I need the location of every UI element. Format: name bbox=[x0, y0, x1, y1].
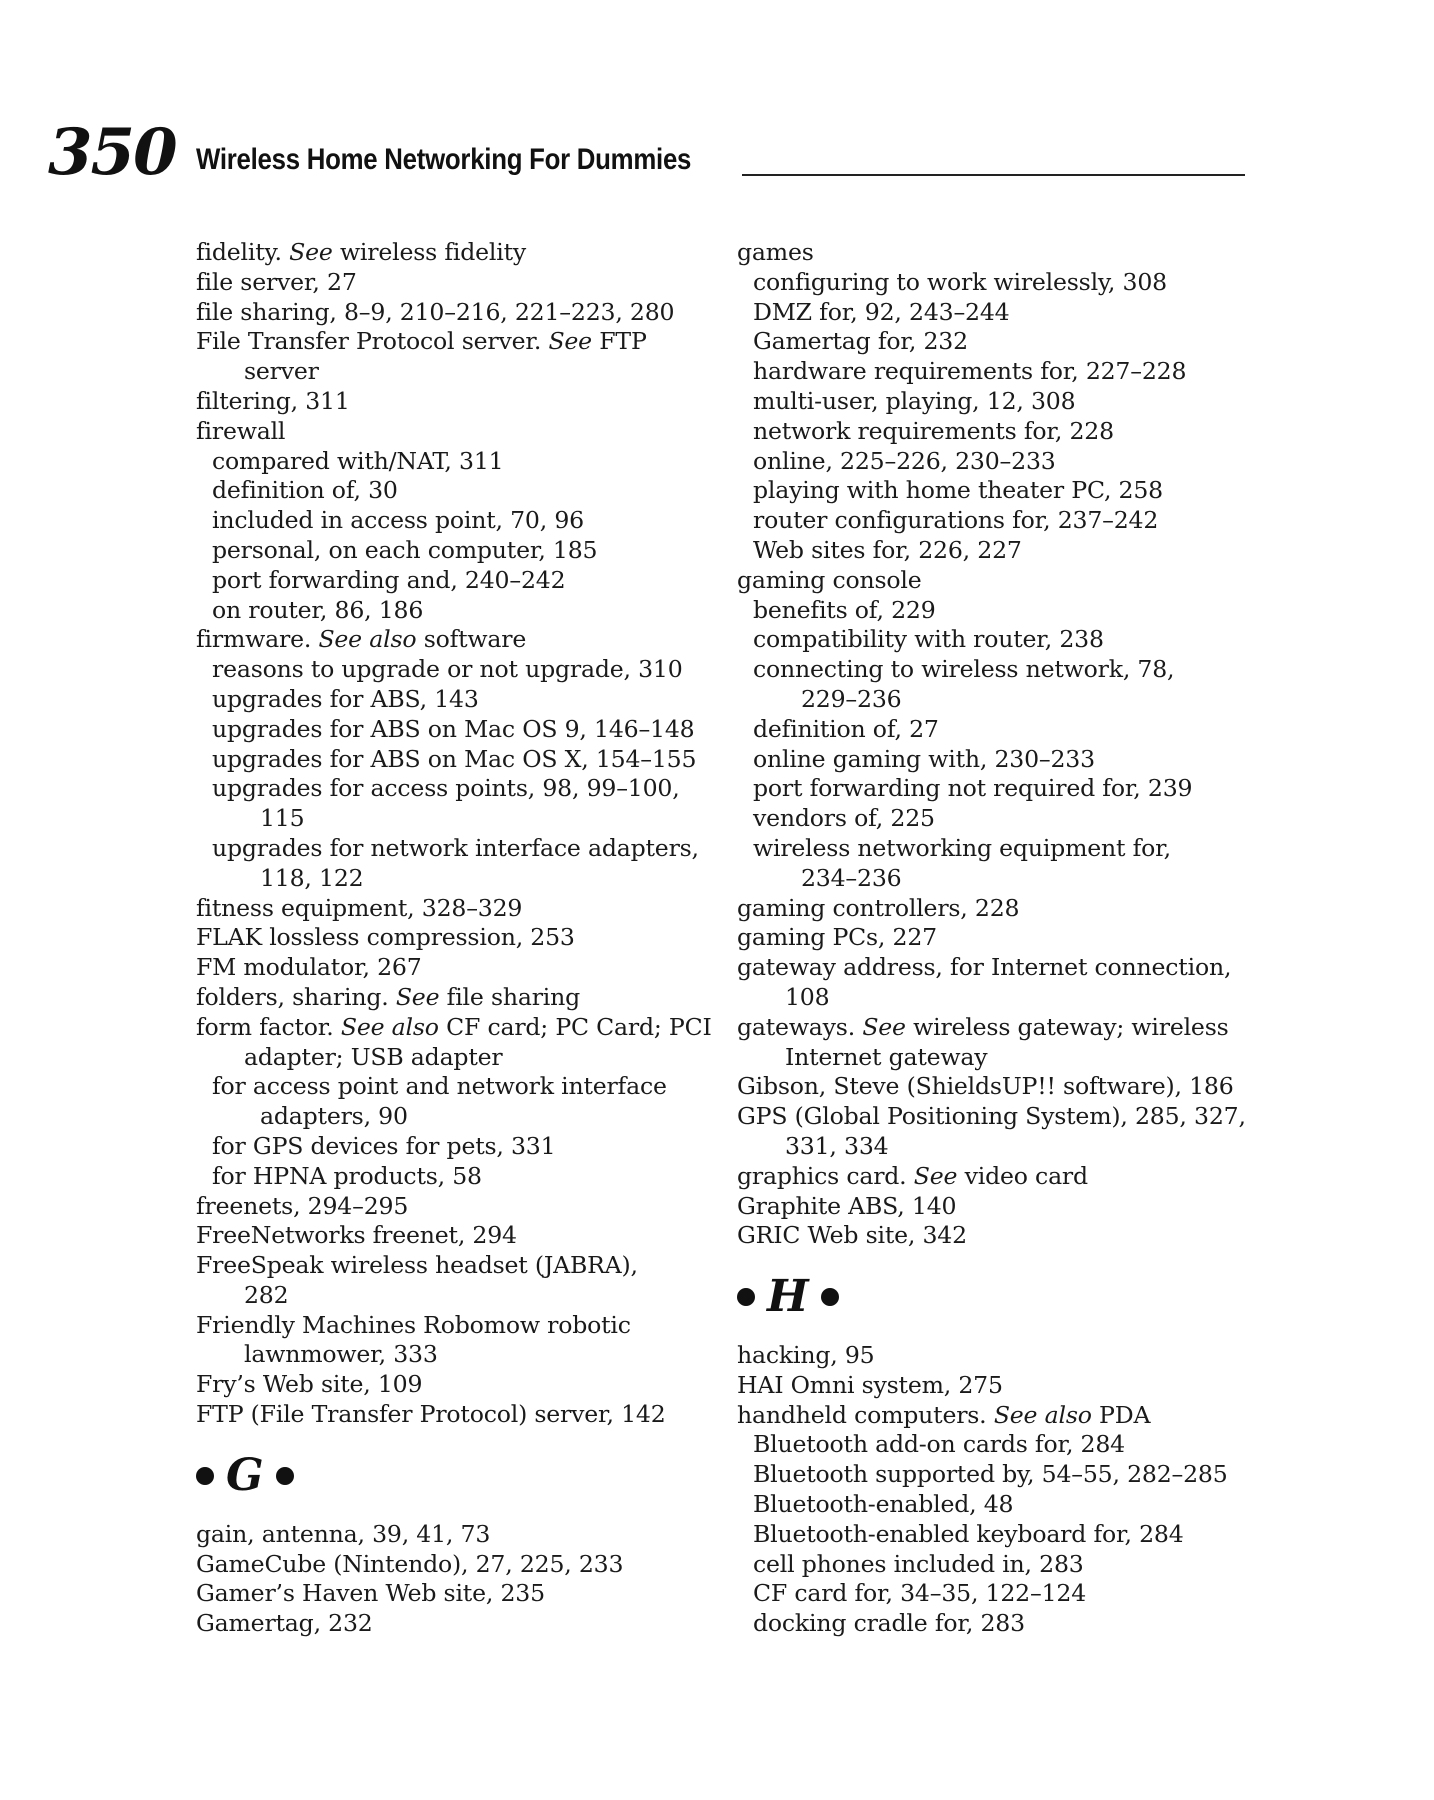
entry-continuation: lawnmower, 333 bbox=[244, 1340, 438, 1369]
index-entry bbox=[737, 923, 1297, 953]
index-subentry bbox=[196, 685, 756, 715]
entry-text: CF card for, 34–35, 122–124 bbox=[753, 1579, 1087, 1608]
entry-text: games bbox=[737, 238, 814, 266]
entry-text: form factor. bbox=[196, 1012, 334, 1041]
entry-continuation: 108 bbox=[785, 982, 830, 1011]
entry-text: gateways. bbox=[737, 1012, 856, 1041]
index-entry bbox=[196, 1520, 756, 1550]
section-heading-h bbox=[737, 1267, 1297, 1327]
bullet-dot-icon bbox=[821, 1288, 839, 1306]
index-subentry bbox=[737, 476, 1297, 506]
entry-text: personal, on each computer, 185 bbox=[212, 535, 598, 564]
entry-text: Gibson, Steve (ShieldsUP!! software), 186 bbox=[737, 1072, 1234, 1101]
entry-continuation: Internet gateway bbox=[785, 1042, 988, 1071]
entry-text: file server, 27 bbox=[196, 267, 357, 296]
index-entry bbox=[196, 238, 756, 268]
index-entry bbox=[737, 238, 1297, 268]
entry-text: FTP (File Transfer Protocol) server, 142 bbox=[196, 1400, 666, 1429]
entry-text: compatibility with router, 238 bbox=[753, 625, 1104, 654]
index-subentry bbox=[737, 655, 1297, 715]
entry-text: on router, 86, 186 bbox=[212, 595, 424, 624]
reference-target: CF card; PC Card; PCI bbox=[446, 1012, 712, 1041]
index-entry bbox=[737, 1013, 1297, 1073]
index-entry bbox=[196, 923, 756, 953]
entry-text: File Transfer Protocol server. bbox=[196, 327, 542, 356]
index-entry bbox=[196, 1400, 756, 1430]
index-entry bbox=[737, 1221, 1297, 1251]
entry-text: FM modulator, 267 bbox=[196, 953, 422, 982]
reference-target: PDA bbox=[1099, 1400, 1151, 1429]
index-subentry bbox=[737, 268, 1297, 298]
entry-text: upgrades for network interface adapters, bbox=[212, 833, 699, 862]
index-subentry bbox=[737, 804, 1297, 834]
header-rule bbox=[742, 174, 1245, 176]
entry-continuation: 229–236 bbox=[801, 684, 902, 713]
index-subentry bbox=[737, 1520, 1297, 1550]
index-entry bbox=[196, 953, 756, 983]
entry-text: port forwarding and, 240–242 bbox=[212, 565, 566, 594]
entry-text: configuring to work wirelessly, 308 bbox=[753, 267, 1167, 296]
entry-text: definition of, 30 bbox=[212, 476, 398, 505]
entry-text: freenets, 294–295 bbox=[196, 1191, 409, 1220]
entry-continuation: adapter; USB adapter bbox=[244, 1042, 503, 1071]
page-number: 350 bbox=[48, 115, 176, 190]
index-subentry bbox=[196, 1162, 756, 1192]
entry-text: for access point and network interface bbox=[212, 1072, 667, 1101]
index-entry bbox=[196, 387, 756, 417]
index-entry bbox=[196, 1192, 756, 1222]
index-subentry bbox=[737, 506, 1297, 536]
index-entry bbox=[737, 953, 1297, 1013]
index-entry bbox=[196, 1221, 756, 1251]
book-title: Wireless Home Networking For Dummies bbox=[196, 143, 692, 176]
index-subentry bbox=[196, 1072, 756, 1132]
index-entry bbox=[196, 983, 756, 1013]
entry-text: Bluetooth supported by, 54–55, 282–285 bbox=[753, 1460, 1228, 1489]
index-subentry bbox=[196, 596, 756, 626]
see-reference: See bbox=[862, 1012, 906, 1041]
index-subentry bbox=[196, 506, 756, 536]
index-column-right bbox=[737, 238, 1297, 1639]
index-subentry bbox=[737, 1430, 1297, 1460]
reference-target: software bbox=[423, 625, 527, 654]
entry-text: Gamertag, 232 bbox=[196, 1609, 373, 1638]
index-subentry bbox=[737, 834, 1297, 894]
entry-text: DMZ for, 92, 243–244 bbox=[753, 297, 1010, 326]
entry-text: for GPS devices for pets, 331 bbox=[212, 1131, 556, 1160]
entry-text: upgrades for ABS, 143 bbox=[212, 684, 479, 713]
entry-continuation: 234–236 bbox=[801, 863, 902, 892]
index-subentry bbox=[737, 1609, 1297, 1639]
entry-text: gateway address, for Internet connection, bbox=[737, 953, 1232, 982]
index-entry bbox=[196, 417, 756, 447]
entry-text: hacking, 95 bbox=[737, 1341, 875, 1370]
entry-text: GPS (Global Positioning System), 285, 327, bbox=[737, 1102, 1246, 1131]
index-subentry bbox=[737, 447, 1297, 477]
entry-text: reasons to upgrade or not upgrade, 310 bbox=[212, 655, 683, 684]
index-subentry bbox=[196, 476, 756, 506]
bullet-dot-icon bbox=[737, 1288, 755, 1306]
entry-text: filtering, 311 bbox=[196, 386, 350, 415]
index-subentry bbox=[196, 536, 756, 566]
see-reference: See bbox=[289, 238, 333, 266]
entry-text: Bluetooth add-on cards for, 284 bbox=[753, 1430, 1125, 1459]
index-entry bbox=[196, 298, 756, 328]
index-subentry bbox=[737, 625, 1297, 655]
entry-continuation: adapters, 90 bbox=[260, 1102, 408, 1131]
entry-text: fitness equipment, 328–329 bbox=[196, 893, 523, 922]
index-entry bbox=[737, 1371, 1297, 1401]
entry-text: router configurations for, 237–242 bbox=[753, 506, 1159, 535]
entry-text: FLAK lossless compression, 253 bbox=[196, 923, 575, 952]
index-subentry bbox=[737, 715, 1297, 745]
see-reference: See bbox=[548, 327, 592, 356]
see-reference: See bbox=[913, 1161, 958, 1190]
index-entry bbox=[196, 625, 756, 655]
entry-text: playing with home theater PC, 258 bbox=[753, 476, 1163, 505]
index-entry bbox=[196, 1550, 756, 1580]
index-subentry bbox=[737, 536, 1297, 566]
index-entry bbox=[737, 1192, 1297, 1222]
entry-text: FreeSpeak wireless headset (JABRA), bbox=[196, 1251, 638, 1280]
index-subentry bbox=[737, 298, 1297, 328]
entry-text: handheld computers. bbox=[737, 1400, 987, 1429]
reference-target: wireless fidelity bbox=[339, 238, 526, 266]
index-subentry bbox=[737, 387, 1297, 417]
index-column-left bbox=[196, 238, 756, 1639]
index-entry bbox=[737, 566, 1297, 596]
reference-target: file sharing bbox=[446, 982, 581, 1011]
entry-text: firmware. bbox=[196, 625, 312, 654]
entry-text: network requirements for, 228 bbox=[753, 416, 1114, 445]
index-list bbox=[196, 238, 756, 1430]
entry-text: gain, antenna, 39, 41, 73 bbox=[196, 1519, 491, 1548]
index-subentry bbox=[196, 1132, 756, 1162]
index-entry bbox=[196, 268, 756, 298]
entry-text: Web sites for, 226, 227 bbox=[753, 535, 1022, 564]
index-entry bbox=[737, 1162, 1297, 1192]
index-entry bbox=[196, 1579, 756, 1609]
index-subentry bbox=[737, 596, 1297, 626]
entry-text: compared with/NAT, 311 bbox=[212, 446, 504, 475]
index-subentry bbox=[196, 745, 756, 775]
entry-text: graphics card. bbox=[737, 1161, 907, 1190]
index-entry bbox=[196, 327, 756, 387]
index-subentry bbox=[737, 1490, 1297, 1520]
see-reference: See bbox=[395, 982, 440, 1011]
index-list bbox=[737, 1341, 1297, 1639]
index-list bbox=[196, 1520, 756, 1639]
entry-continuation: 115 bbox=[260, 804, 305, 833]
entry-text: definition of, 27 bbox=[753, 714, 939, 743]
entry-text: docking cradle for, 283 bbox=[753, 1609, 1025, 1638]
entry-text: Graphite ABS, 140 bbox=[737, 1191, 957, 1220]
index-subentry bbox=[737, 774, 1297, 804]
entry-text: upgrades for access points, 98, 99–100, bbox=[212, 774, 680, 803]
index-entry bbox=[737, 1102, 1297, 1162]
index-entry bbox=[196, 1013, 756, 1073]
entry-text: wireless networking equipment for, bbox=[753, 833, 1171, 862]
page-header bbox=[0, 0, 1434, 200]
entry-text: included in access point, 70, 96 bbox=[212, 506, 584, 535]
entry-text: gaming PCs, 227 bbox=[737, 923, 937, 952]
index-subentry bbox=[196, 447, 756, 477]
entry-text: FreeNetworks freenet, 294 bbox=[196, 1221, 517, 1250]
entry-text: gaming console bbox=[737, 565, 922, 594]
entry-text: online, 225–226, 230–233 bbox=[753, 446, 1056, 475]
see-reference: See also bbox=[318, 625, 417, 654]
section-letter: G bbox=[226, 1449, 264, 1501]
index-subentry bbox=[737, 745, 1297, 775]
entry-text: hardware requirements for, 227–228 bbox=[753, 357, 1187, 386]
entry-text: Gamertag for, 232 bbox=[753, 327, 968, 356]
entry-continuation: 282 bbox=[244, 1280, 289, 1309]
index-entry bbox=[737, 1401, 1297, 1431]
entry-text: Bluetooth-enabled, 48 bbox=[753, 1490, 1014, 1519]
index-subentry bbox=[737, 1460, 1297, 1490]
see-reference: See also bbox=[993, 1400, 1092, 1429]
entry-text: HAI Omni system, 275 bbox=[737, 1370, 1003, 1399]
entry-text: port forwarding not required for, 239 bbox=[753, 774, 1193, 803]
entry-text: file sharing, 8–9, 210–216, 221–223, 280 bbox=[196, 297, 675, 326]
entry-text: Fry’s Web site, 109 bbox=[196, 1370, 423, 1399]
entry-text: benefits of, 229 bbox=[753, 595, 936, 624]
reference-target: wireless gateway; wireless bbox=[913, 1012, 1229, 1041]
see-reference: See also bbox=[340, 1012, 439, 1041]
entry-text: folders, sharing. bbox=[196, 982, 389, 1011]
entry-continuation: server bbox=[244, 357, 319, 386]
entry-text: Gamer’s Haven Web site, 235 bbox=[196, 1579, 545, 1608]
bullet-dot-icon bbox=[276, 1467, 294, 1485]
entry-text: connecting to wireless network, 78, bbox=[753, 655, 1175, 684]
entry-continuation: 118, 122 bbox=[260, 863, 364, 892]
index-entry bbox=[196, 1370, 756, 1400]
bullet-dot-icon bbox=[196, 1467, 214, 1485]
index-entry bbox=[737, 1072, 1297, 1102]
index-entry bbox=[196, 1311, 756, 1371]
section-heading-g bbox=[196, 1446, 756, 1506]
section-letter: H bbox=[767, 1271, 809, 1323]
entry-text: Friendly Machines Robomow robotic bbox=[196, 1310, 631, 1339]
index-subentry bbox=[737, 357, 1297, 387]
index-subentry bbox=[196, 655, 756, 685]
entry-text: upgrades for ABS on Mac OS 9, 146–148 bbox=[212, 714, 695, 743]
entry-text: multi-user, playing, 12, 308 bbox=[753, 386, 1076, 415]
index-entry bbox=[196, 894, 756, 924]
reference-target: video card bbox=[964, 1161, 1088, 1190]
index-entry bbox=[196, 1609, 756, 1639]
entry-text: gaming controllers, 228 bbox=[737, 893, 1020, 922]
index-subentry bbox=[196, 774, 756, 834]
entry-text: GameCube (Nintendo), 27, 225, 233 bbox=[196, 1549, 624, 1578]
index-entry bbox=[737, 894, 1297, 924]
entry-text: firewall bbox=[196, 416, 286, 445]
index-subentry bbox=[737, 1550, 1297, 1580]
entry-text: vendors of, 225 bbox=[753, 804, 935, 833]
index-list bbox=[737, 238, 1297, 1251]
entry-text: for HPNA products, 58 bbox=[212, 1161, 482, 1190]
index-subentry bbox=[196, 834, 756, 894]
index-entry bbox=[737, 1341, 1297, 1371]
reference-target: FTP bbox=[599, 327, 647, 356]
index-subentry bbox=[196, 715, 756, 745]
index-subentry bbox=[737, 417, 1297, 447]
entry-text: GRIC Web site, 342 bbox=[737, 1221, 967, 1250]
entry-continuation: 331, 334 bbox=[785, 1131, 889, 1160]
entry-text: Bluetooth-enabled keyboard for, 284 bbox=[753, 1519, 1184, 1548]
entry-text: upgrades for ABS on Mac OS X, 154–155 bbox=[212, 744, 697, 773]
entry-text: cell phones included in, 283 bbox=[753, 1549, 1084, 1578]
index-subentry bbox=[737, 327, 1297, 357]
index-subentry bbox=[737, 1579, 1297, 1609]
index-subentry bbox=[196, 566, 756, 596]
entry-text: fidelity. bbox=[196, 238, 282, 266]
index-entry bbox=[196, 1251, 756, 1311]
entry-text: online gaming with, 230–233 bbox=[753, 744, 1095, 773]
